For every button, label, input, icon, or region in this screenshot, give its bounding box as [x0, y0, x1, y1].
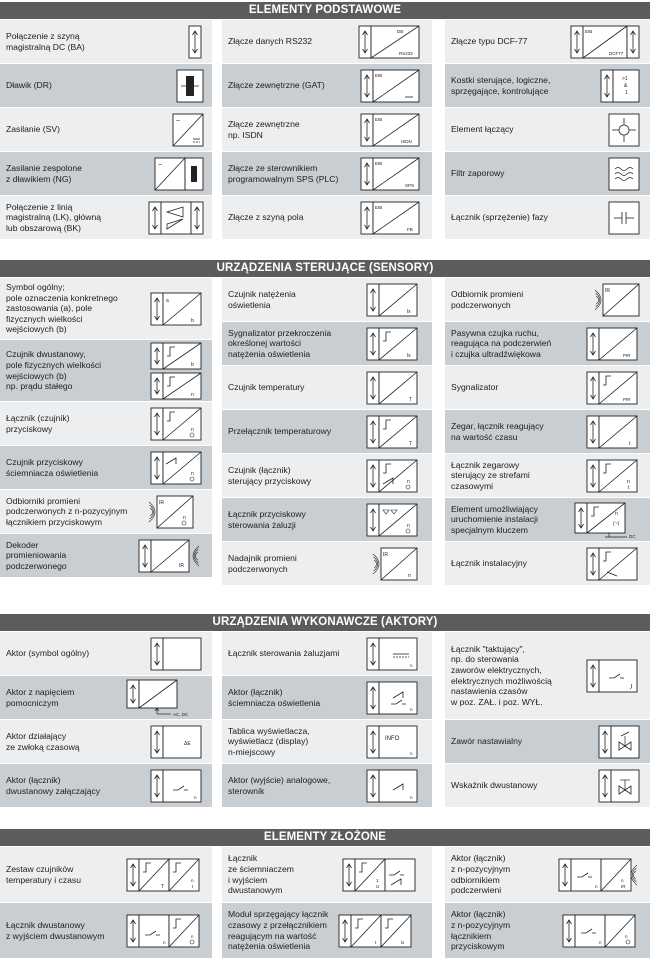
symbol-row: [222, 903, 432, 959]
symbol-description: Złącze zewnętrzne (GAT): [228, 80, 325, 91]
symbol-description: Łącznik (sprzężenie) fazy: [451, 212, 548, 223]
svg-text:n: n: [627, 478, 630, 485]
fieldbus-icon: [360, 201, 420, 235]
symbol-row: [222, 366, 432, 410]
symbol-description: Dławik (DR): [6, 80, 52, 91]
svg-text:lx: lx: [407, 308, 411, 315]
symbol-description: Zegar, łącznik reagujący na wartość czasu: [451, 420, 544, 442]
symbol-row: [222, 410, 432, 454]
svg-text:T: T: [409, 396, 413, 403]
symbol-row: [445, 278, 650, 322]
actor-dimmer-icon: [366, 681, 420, 715]
logic-icon: [600, 69, 640, 103]
symbol-description: Łącznik ze ściemniaczem i wyjściem dwustanowym: [228, 853, 294, 896]
bus-arrow-icon: [188, 25, 204, 59]
svg-text:n: n: [410, 662, 413, 668]
symbol-column: [445, 20, 650, 240]
choke-icon: [176, 69, 204, 103]
symbol-column: [445, 847, 650, 959]
symbol-column: [0, 847, 212, 959]
svg-text:AC, DC: AC, DC: [173, 711, 189, 717]
isdn-icon: [360, 113, 420, 147]
symbol-row: [0, 490, 212, 534]
control-push-icon: [366, 459, 420, 493]
symbol-row: [445, 152, 650, 196]
svg-text:&: &: [624, 82, 628, 89]
symbol-row: [445, 196, 650, 240]
svg-text:n: n: [410, 794, 413, 800]
symbol-row: [222, 20, 432, 64]
ir-transmitter-icon: [366, 547, 420, 581]
actor-binary-icon: [150, 769, 204, 803]
symbol-description: Sygnalizator przekroczenia określonej wartości natężenia oświetlenia: [228, 327, 332, 359]
timer-zones-icon: [586, 459, 640, 493]
symbol-row: [222, 764, 432, 808]
symbol-row: [0, 847, 212, 903]
svg-text:n: n: [621, 877, 624, 883]
phase-coupler-icon: [608, 201, 640, 235]
sensor-general-icon: [150, 292, 204, 326]
svg-text:IR: IR: [383, 551, 388, 558]
svg-text:t: t: [628, 484, 630, 491]
key-switch-icon: [574, 502, 640, 538]
svg-text:n: n: [191, 391, 194, 398]
ir-receiver-icon: [588, 283, 640, 317]
svg-text:lx: lx: [407, 352, 411, 359]
svg-text:n: n: [410, 750, 413, 756]
svg-text:DB: DB: [397, 28, 404, 34]
svg-text:FB: FB: [407, 226, 413, 232]
lux-threshold-icon: [366, 327, 420, 361]
symbol-row: [445, 632, 650, 720]
sps-icon: [360, 157, 420, 191]
symbol-description: Element łączący: [451, 124, 514, 135]
symbol-row: [222, 454, 432, 498]
symbol-row: [222, 847, 432, 903]
symbol-description: Tablica wyświetlacza, wyświetlacz (display) n-miejscowy: [228, 725, 310, 757]
symbol-description: Wskaźnik dwustanowy: [451, 780, 538, 791]
symbol-row: [222, 64, 432, 108]
svg-text:n: n: [163, 939, 166, 945]
symbol-row: [222, 152, 432, 196]
symbol-row: [0, 534, 212, 578]
svg-text:EIB: EIB: [375, 116, 383, 122]
svg-text:DCF77: DCF77: [609, 50, 624, 56]
symbol-column: [222, 278, 432, 586]
symbol-row: [445, 366, 650, 410]
svg-text:n: n: [191, 877, 194, 883]
symbol-row: [445, 764, 650, 808]
symbol-description: Element umożliwiający uruchomienie instalacji specjalnym kluczem: [451, 503, 538, 535]
section-header: ELEMENTY PODSTAWOWE: [0, 2, 650, 19]
symbol-column: [0, 632, 212, 808]
supply-choke-icon: [154, 157, 204, 191]
svg-text:n: n: [191, 426, 194, 433]
svg-text:1: 1: [625, 89, 628, 96]
symbol-description: Czujnik przyciskowy ściemniacza oświetlenia: [6, 456, 99, 478]
indicator-icon: [598, 769, 640, 803]
symbol-row: [222, 196, 432, 240]
symbol-row: [222, 278, 432, 322]
symbol-description: Aktor (łącznik) z n-pozycyjnym odbiornikiem podczerwieni: [451, 853, 511, 896]
symbol-row: [0, 108, 212, 152]
blind-push-icon: [366, 503, 420, 537]
symbol-column: [0, 278, 212, 578]
symbol-row: [0, 196, 212, 240]
section-header: ELEMENTY ZŁOŻONE: [0, 829, 650, 846]
combo-push-icon: [562, 914, 640, 948]
combo-binary-icon: [126, 914, 204, 948]
symbol-row: [0, 764, 212, 808]
svg-text:n: n: [599, 939, 602, 945]
symbol-column: [0, 20, 212, 240]
symbol-description: Aktor (łącznik) z n-pozycyjnym łącznikiem przyciskowym: [451, 909, 511, 952]
symbol-description: Kostki sterujące, logiczne, sprzęgające, kontrolujące: [451, 74, 551, 96]
svg-text:(~): (~): [613, 520, 620, 527]
symbol-row: [0, 903, 212, 959]
symbol-description: Łącznik (czujnik) przyciskowy: [6, 412, 70, 434]
symbol-row: [445, 903, 650, 959]
svg-text:lx: lx: [401, 939, 405, 945]
svg-text:n: n: [625, 933, 628, 939]
symbol-row: [445, 410, 650, 454]
pushbutton-icon: [150, 407, 204, 441]
actor-aux-icon: [126, 679, 204, 717]
symbol-description: Aktor (łącznik) dwustanowy załączający: [6, 774, 101, 796]
symbol-row: [0, 632, 212, 676]
symbol-description: Łącznik "taktujący", np. do sterowania zaworów elektrycznych, elektrycznych możliwością nastawienia czasów w poz. ZAŁ. i poz. WYŁ.: [451, 643, 552, 707]
symbol-column: [222, 847, 432, 959]
symbol-row: [222, 542, 432, 586]
svg-text:IR: IR: [621, 883, 626, 889]
svg-text:~: ~: [176, 117, 181, 125]
svg-text:EIB: EIB: [375, 72, 383, 78]
svg-text:IR: IR: [605, 287, 610, 294]
svg-text:a: a: [166, 297, 169, 304]
svg-text:DC: DC: [629, 533, 636, 538]
actor-general-icon: [150, 637, 204, 671]
symbol-description: Moduł sprzęgający łącznik czasowy z przełącznikiem reagującym na wartość natężenia oświetlenia: [228, 909, 329, 952]
symbol-description: Łącznik zegarowy sterujący ze strefami czasowymi: [451, 459, 530, 491]
svg-text:INFO: INFO: [385, 735, 400, 742]
svg-text:IR: IR: [159, 499, 164, 506]
symbol-row: [0, 64, 212, 108]
symbol-description: Połączenie z linią magistralną (LK), główną lub obszarową (BK): [6, 201, 102, 233]
symbol-column: [445, 278, 650, 586]
symbol-description: Zasilanie zespolone z dławikiem (NG): [6, 162, 82, 184]
symbol-row: [0, 402, 212, 446]
symbol-description: Złącze danych RS232: [228, 36, 313, 47]
symbol-description: Czujnik (łącznik) sterujący przyciskowy: [228, 464, 312, 486]
dimmer-push-icon: [150, 451, 204, 485]
symbol-row: [222, 720, 432, 764]
symbol-row: [0, 340, 212, 402]
svg-text:b: b: [191, 317, 194, 324]
supply-icon: [172, 113, 204, 147]
svg-text:n: n: [410, 706, 413, 712]
svg-text:n: n: [615, 510, 618, 517]
symbol-description: Filtr zaporowy: [451, 168, 505, 179]
combo-ir-icon: [558, 858, 640, 892]
svg-text:EIB: EIB: [585, 28, 593, 34]
actor-analog-icon: [366, 769, 420, 803]
symbol-description: Czujnik temperatury: [228, 382, 305, 393]
symbol-row: [445, 64, 650, 108]
svg-text:SPS: SPS: [405, 182, 415, 188]
svg-text:n: n: [191, 470, 194, 477]
symbol-row: [445, 542, 650, 586]
symbol-description: Złącze ze sterownikiem programowalnym SPS (PLC): [228, 162, 339, 184]
svg-text:t: t: [629, 440, 631, 447]
signaller-icon: [586, 371, 640, 405]
section-header: URZĄDZENIA STERUJĄCE (SENSORY): [0, 260, 650, 277]
symbol-description: Aktor (łącznik) ściemniacza oświetlenia: [228, 686, 321, 708]
symbol-row: [445, 20, 650, 64]
svg-text:t: t: [192, 883, 194, 889]
section-header: URZĄDZENIA WYKONAWCZE (AKTORY): [0, 614, 650, 631]
symbol-description: Zawór nastawialny: [451, 736, 523, 747]
actor-blind-icon: [366, 637, 420, 671]
svg-text:~: ~: [158, 161, 163, 169]
symbol-row: [445, 108, 650, 152]
svg-text:U: U: [376, 883, 380, 889]
svg-text:PIR: PIR: [623, 396, 631, 402]
line-coupler-icon: [148, 201, 204, 235]
motion-icon: [586, 327, 640, 361]
symbol-row: [222, 108, 432, 152]
clock-icon: [586, 415, 640, 449]
symbol-description: Nadajnik promieni podczerwonych: [228, 552, 297, 574]
symbol-description: Czujnik dwustanowy, pole fizycznych wielkości wejściowych (b) np. prądu stałego: [6, 349, 102, 392]
symbol-description: Połączenie z szyną magistralną DC (BA): [6, 30, 85, 52]
svg-text:IR: IR: [179, 562, 184, 569]
symbol-row: [445, 498, 650, 542]
dcf77-icon: [570, 25, 640, 59]
sensor-binary-icon: [150, 342, 204, 400]
symbol-description: Sygnalizator: [451, 382, 499, 393]
symbol-row: [445, 322, 650, 366]
symbol-row: [0, 20, 212, 64]
gateway-icon: [360, 69, 420, 103]
temp-sensor-icon: [366, 371, 420, 405]
symbol-description: Przełącznik temperaturowy: [228, 426, 332, 437]
symbol-row: [445, 454, 650, 498]
combo-lux-time-icon: [338, 914, 420, 948]
display-icon: [366, 725, 420, 759]
symbol-row: [222, 676, 432, 720]
svg-text:ΔE: ΔE: [184, 740, 191, 747]
symbol-column: [222, 20, 432, 240]
svg-text:b: b: [191, 361, 194, 368]
symbol-row: [0, 676, 212, 720]
svg-text:>1: >1: [622, 75, 628, 82]
symbol-description: Odbiornik promieni podczerwonych: [451, 288, 524, 310]
symbol-description: Łącznik instalacyjny: [451, 558, 527, 569]
svg-text:n: n: [183, 514, 186, 521]
symbol-description: Aktor (wyjście) analogowe, sterownik: [228, 774, 331, 796]
symbol-column: [445, 632, 650, 808]
connector-icon: [608, 113, 640, 147]
svg-text:RS232: RS232: [399, 50, 413, 56]
rs232-icon: [358, 25, 420, 59]
svg-text:T: T: [161, 883, 165, 890]
svg-text:n: n: [191, 933, 194, 939]
symbol-description: Odbiorniki promieni podczerwonych z n-pozycyjnym łącznikiem przyciskowym: [6, 495, 128, 527]
symbol-description: Łącznik sterowania żaluzjami: [228, 648, 340, 659]
symbol-description: Zasilanie (SV): [6, 124, 60, 135]
symbol-description: Złącze zewnętrzne np. ISDN: [228, 118, 300, 140]
symbol-description: Aktor (symbol ogólny): [6, 648, 90, 659]
symbol-description: Zestaw czujników temperatury i czasu: [6, 863, 81, 885]
svg-text:t: t: [375, 939, 377, 945]
symbol-row: [445, 720, 650, 764]
svg-text:n: n: [408, 572, 411, 579]
symbol-description: Złącze typu DCF-77: [451, 36, 528, 47]
filter-icon: [608, 157, 640, 191]
symbol-row: [0, 446, 212, 490]
temp-switch-icon: [366, 415, 420, 449]
symbol-row: [0, 720, 212, 764]
symbol-row: [0, 278, 212, 340]
symbol-description: Aktor z napięciem pomocniczym: [6, 686, 75, 708]
symbol-description: Łącznik przyciskowy sterowania żaluzji: [228, 508, 306, 530]
svg-text:n: n: [407, 522, 410, 529]
symbol-row: [222, 498, 432, 542]
symbol-row: [445, 847, 650, 903]
ir-receiver-push-icon: [142, 495, 204, 529]
symbol-description: Czujnik natężenia oświetlenia: [228, 288, 296, 310]
svg-text:T: T: [409, 440, 413, 447]
svg-text:1: 1: [376, 877, 379, 883]
combo-temp-time-icon: [126, 858, 204, 892]
symbol-description: Aktor działający ze zwłoką czasową: [6, 730, 80, 752]
svg-text:n: n: [595, 883, 598, 889]
lux-sensor-icon: [366, 283, 420, 317]
symbol-row: [222, 322, 432, 366]
combo-dimmer-icon: [342, 858, 420, 892]
symbol-row: [222, 632, 432, 676]
symbol-description: Symbol ogólny; pole oznaczenia konkretnego zastosowania (a), pole fizycznych wielkości wejściowych (b): [6, 282, 118, 335]
symbol-column: [222, 632, 432, 808]
svg-text:EIB: EIB: [375, 160, 383, 166]
symbol-description: Złącze z szyną pola: [228, 212, 304, 223]
svg-text:ISDN: ISDN: [401, 138, 412, 144]
symbol-description: Łącznik dwustanowy z wyjściem dwustanowym: [6, 919, 105, 941]
actor-delay-icon: [150, 725, 204, 759]
svg-text:EIB: EIB: [375, 204, 383, 210]
valve-icon: [598, 725, 640, 759]
symbol-row: [0, 152, 212, 196]
symbol-description: Dekoder promieniowania podczerwonego: [6, 539, 67, 571]
svg-text:PIR: PIR: [623, 352, 631, 358]
svg-text:n: n: [194, 794, 197, 800]
actor-clock-icon: [586, 659, 640, 693]
svg-text:n: n: [407, 478, 410, 485]
ir-decoder-icon: [138, 539, 204, 573]
install-switch-icon: [586, 547, 640, 581]
symbol-description: Pasywna czujka ruchu, reagująca na podczerwień i czujka ultradźwiękowa: [451, 327, 552, 359]
